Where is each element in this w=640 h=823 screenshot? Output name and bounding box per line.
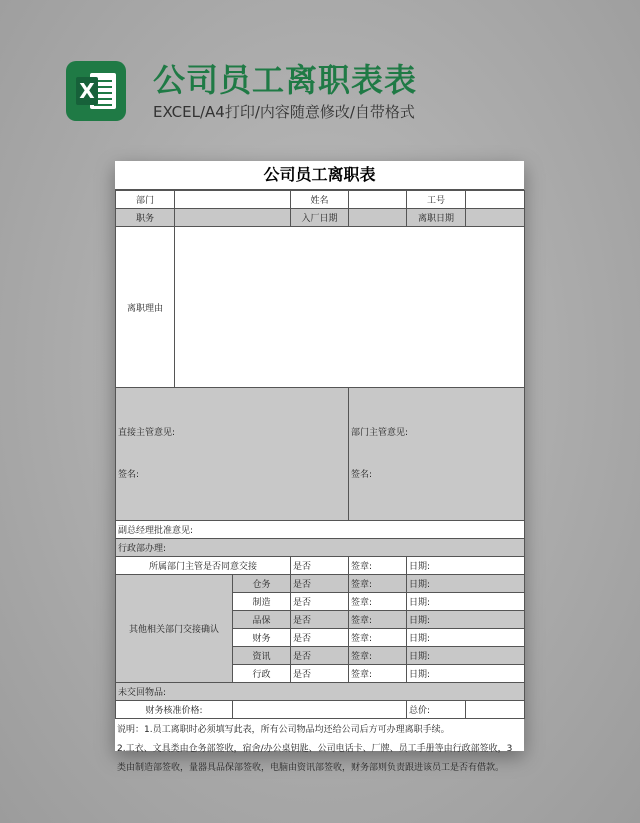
seal-cell[interactable]: 签章: (349, 575, 407, 593)
position-label: 职务 (116, 209, 175, 227)
sign-label: 签名: (118, 470, 140, 480)
join-date-field[interactable] (349, 209, 407, 227)
note-line: 类由制造部签收，量器具品保部签收，电脑由资讯部签收，财务部则负责跟进该员工是否有借款。 (117, 763, 505, 773)
other-handover-label: 其他相关部门交接确认 (116, 575, 233, 683)
form-sheet (115, 161, 524, 773)
handover-dept: 资讯 (233, 647, 291, 665)
total-label: 总价: (407, 701, 466, 719)
yes-no-cell[interactable]: 是否 (291, 593, 349, 611)
form-row (116, 557, 525, 575)
form-row (116, 227, 525, 388)
id-field[interactable] (466, 191, 525, 209)
name-field[interactable] (349, 191, 407, 209)
seal-cell[interactable]: 签章: (349, 593, 407, 611)
page-subtitle: EXCEL/A4打印/内容随意修改/自带格式 (153, 103, 415, 121)
reason-field[interactable] (175, 227, 525, 388)
logo-letter: X (76, 77, 98, 105)
finance-price-label: 财务核准价格: (116, 701, 233, 719)
date-cell[interactable]: 日期: (407, 611, 525, 629)
handover-dept: 制造 (233, 593, 291, 611)
seal-cell[interactable]: 签章: (349, 557, 407, 575)
note-line: 2.工衣、文具类由仓务部签收，宿舍/办公桌钥匙、公司电话卡、厂牌、员工手册等由行政部签收，3 (117, 744, 513, 754)
date-cell[interactable]: 日期: (407, 575, 525, 593)
seal-cell[interactable]: 签章: (349, 611, 407, 629)
dept-opinion-label: 部门主管意见: (351, 428, 409, 438)
date-cell[interactable]: 日期: (407, 629, 525, 647)
form-title: 公司员工离职表 (115, 161, 524, 190)
dept-field[interactable] (175, 191, 291, 209)
reason-label: 离职理由 (116, 227, 175, 388)
form-row (116, 191, 525, 209)
yes-no-cell[interactable]: 是否 (291, 557, 349, 575)
notes (115, 719, 524, 780)
handover-dept: 财务 (233, 629, 291, 647)
yes-no-cell[interactable]: 是否 (291, 647, 349, 665)
yes-no-cell[interactable]: 是否 (291, 629, 349, 647)
form-row (116, 539, 525, 557)
yes-no-cell[interactable]: 是否 (291, 575, 349, 593)
direct-opinion-cell[interactable] (116, 388, 349, 521)
date-cell[interactable]: 日期: (407, 557, 525, 575)
leave-date-field[interactable] (466, 209, 525, 227)
form-table (115, 190, 525, 719)
form-row (116, 521, 525, 539)
direct-opinion-label: 直接主管意见: (118, 428, 176, 438)
leave-date-label: 离职日期 (407, 209, 466, 227)
form-row (116, 209, 525, 227)
excel-logo-icon (66, 61, 126, 121)
form-row (116, 388, 525, 521)
yes-no-cell[interactable]: 是否 (291, 665, 349, 683)
unreturned-cell[interactable]: 未交回物品: (116, 683, 525, 701)
position-field[interactable] (175, 209, 291, 227)
date-cell[interactable]: 日期: (407, 647, 525, 665)
handover-dept: 品保 (233, 611, 291, 629)
yes-no-cell[interactable]: 是否 (291, 611, 349, 629)
total-field[interactable] (466, 701, 525, 719)
sign-label: 签名: (351, 470, 373, 480)
seal-cell[interactable]: 签章: (349, 647, 407, 665)
handover-dept: 仓务 (233, 575, 291, 593)
dept-opinion-cell[interactable] (349, 388, 525, 521)
page-title: 公司员工离职表表 (153, 61, 418, 99)
name-label: 姓名 (291, 191, 349, 209)
note-line: 说明：1.员工离职时必须填写此表，所有公司物品均还给公司后方可办理离职手续。 (117, 725, 450, 735)
handover-row (116, 575, 525, 593)
finance-price-field[interactable] (233, 701, 407, 719)
date-cell[interactable]: 日期: (407, 593, 525, 611)
main-handover-label: 所属部门主管是否同意交接 (116, 557, 291, 575)
seal-cell[interactable]: 签章: (349, 665, 407, 683)
date-cell[interactable]: 日期: (407, 665, 525, 683)
form-row (116, 701, 525, 719)
dept-label: 部门 (116, 191, 175, 209)
form-row (116, 683, 525, 701)
join-date-label: 入厂日期 (291, 209, 349, 227)
id-label: 工号 (407, 191, 466, 209)
gm-opinion-cell[interactable]: 副总经理批准意见: (116, 521, 525, 539)
handover-dept: 行政 (233, 665, 291, 683)
seal-cell[interactable]: 签章: (349, 629, 407, 647)
admin-cell[interactable]: 行政部办理: (116, 539, 525, 557)
